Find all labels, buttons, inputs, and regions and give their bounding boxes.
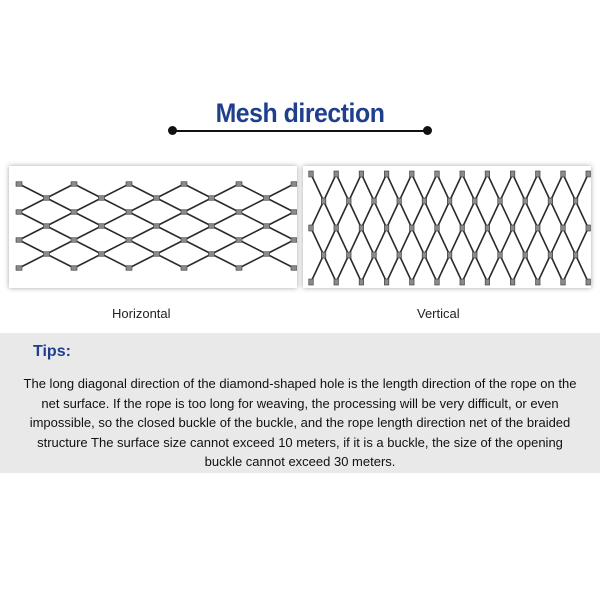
mesh-wire xyxy=(437,255,450,282)
vertical-caption: Vertical xyxy=(417,306,460,321)
vertical-mesh-illustration xyxy=(303,166,591,288)
mesh-ferrule xyxy=(460,171,465,177)
mesh-wire xyxy=(450,228,463,255)
mesh-ferrule xyxy=(16,182,22,187)
mesh-wire xyxy=(102,184,130,198)
mesh-ferrule xyxy=(347,198,352,204)
mesh-ferrule xyxy=(126,210,132,215)
mesh-ferrule xyxy=(485,171,490,177)
mesh-wire xyxy=(538,228,551,255)
mesh-ferrule xyxy=(573,198,578,204)
mesh-wire xyxy=(424,255,437,282)
mesh-ferrule xyxy=(410,225,415,231)
mesh-wire xyxy=(576,228,589,255)
mesh-wire xyxy=(538,255,551,282)
mesh-wire xyxy=(311,255,324,282)
mesh-wire xyxy=(462,228,475,255)
mesh-ferrule xyxy=(291,266,297,271)
mesh-wire xyxy=(437,174,450,201)
mesh-ferrule xyxy=(334,279,339,285)
mesh-ferrule xyxy=(485,279,490,285)
mesh-wire xyxy=(102,198,130,212)
mesh-ferrule xyxy=(460,225,465,231)
mesh-wire xyxy=(184,254,212,268)
mesh-wire xyxy=(267,212,295,226)
mesh-ferrule xyxy=(209,224,215,229)
mesh-ferrule xyxy=(16,210,22,215)
mesh-ferrule xyxy=(334,225,339,231)
mesh-wire xyxy=(212,240,240,254)
horizontal-mesh-image xyxy=(9,166,297,288)
mesh-wire xyxy=(102,240,130,254)
mesh-wire xyxy=(184,212,212,226)
mesh-ferrule xyxy=(71,266,77,271)
mesh-wire xyxy=(475,201,488,228)
mesh-ferrule xyxy=(154,196,160,201)
mesh-wire xyxy=(212,212,240,226)
mesh-wire xyxy=(267,198,295,212)
mesh-ferrule xyxy=(586,171,591,177)
mesh-wire xyxy=(550,201,563,228)
mesh-ferrule xyxy=(422,252,427,258)
mesh-wire xyxy=(157,198,185,212)
mesh-wire xyxy=(47,198,75,212)
mesh-wire xyxy=(399,174,412,201)
mesh-ferrule xyxy=(264,196,270,201)
mesh-wire xyxy=(424,174,437,201)
mesh-wire xyxy=(374,174,387,201)
mesh-wire xyxy=(412,201,425,228)
mesh-ferrule xyxy=(422,198,427,204)
mesh-wire xyxy=(361,228,374,255)
mesh-wire xyxy=(129,226,157,240)
mesh-ferrule xyxy=(291,182,297,187)
mesh-wire xyxy=(387,255,400,282)
mesh-wire xyxy=(336,228,349,255)
mesh-wire xyxy=(513,228,526,255)
mesh-wire xyxy=(74,226,102,240)
mesh-ferrule xyxy=(347,252,352,258)
mesh-ferrule xyxy=(410,279,415,285)
mesh-wire xyxy=(576,174,589,201)
mesh-ferrule xyxy=(44,196,50,201)
mesh-wire xyxy=(157,226,185,240)
mesh-wire xyxy=(102,212,130,226)
mesh-ferrule xyxy=(359,225,364,231)
mesh-wire xyxy=(19,198,47,212)
mesh-wire xyxy=(47,212,75,226)
mesh-wire xyxy=(349,228,362,255)
mesh-ferrule xyxy=(359,171,364,177)
mesh-ferrule xyxy=(99,196,105,201)
mesh-ferrule xyxy=(44,224,50,229)
mesh-ferrule xyxy=(321,198,326,204)
mesh-wire xyxy=(399,228,412,255)
mesh-ferrule xyxy=(536,225,541,231)
mesh-ferrule xyxy=(99,252,105,257)
mesh-wire xyxy=(157,184,185,198)
mesh-wire xyxy=(324,228,337,255)
mesh-wire xyxy=(576,201,589,228)
mesh-ferrule xyxy=(485,225,490,231)
mesh-wire xyxy=(47,254,75,268)
mesh-ferrule xyxy=(473,198,478,204)
mesh-wire xyxy=(475,174,488,201)
title-dot-right xyxy=(423,126,432,135)
mesh-ferrule xyxy=(264,252,270,257)
mesh-wire xyxy=(324,174,337,201)
mesh-ferrule xyxy=(460,279,465,285)
mesh-wire xyxy=(538,201,551,228)
mesh-ferrule xyxy=(498,252,503,258)
mesh-wire xyxy=(47,184,75,198)
mesh-wire xyxy=(361,255,374,282)
mesh-wire xyxy=(239,184,267,198)
mesh-ferrule xyxy=(435,171,440,177)
mesh-ferrule xyxy=(359,279,364,285)
vertical-mesh-image xyxy=(303,166,591,288)
mesh-wire xyxy=(513,201,526,228)
mesh-wire xyxy=(157,240,185,254)
mesh-wire xyxy=(129,240,157,254)
mesh-ferrule xyxy=(16,266,22,271)
mesh-ferrule xyxy=(126,266,132,271)
mesh-wire xyxy=(563,255,576,282)
mesh-wire xyxy=(412,174,425,201)
mesh-wire xyxy=(361,201,374,228)
mesh-wire xyxy=(487,174,500,201)
mesh-wire xyxy=(19,184,47,198)
mesh-wire xyxy=(437,228,450,255)
mesh-wire xyxy=(412,255,425,282)
mesh-wire xyxy=(500,255,513,282)
mesh-wire xyxy=(563,228,576,255)
mesh-ferrule xyxy=(181,210,187,215)
mesh-wire xyxy=(74,240,102,254)
horizontal-caption: Horizontal xyxy=(112,306,171,321)
mesh-wire xyxy=(267,184,295,198)
mesh-wire xyxy=(267,240,295,254)
mesh-ferrule xyxy=(209,196,215,201)
mesh-wire xyxy=(324,201,337,228)
mesh-ferrule xyxy=(309,279,314,285)
mesh-wire xyxy=(500,228,513,255)
mesh-wire xyxy=(267,226,295,240)
mesh-ferrule xyxy=(154,252,160,257)
mesh-ferrule xyxy=(71,182,77,187)
mesh-ferrule xyxy=(126,182,132,187)
mesh-wire xyxy=(19,254,47,268)
mesh-wire xyxy=(19,212,47,226)
mesh-wire xyxy=(387,201,400,228)
mesh-wire xyxy=(324,255,337,282)
mesh-wire xyxy=(336,174,349,201)
mesh-wire xyxy=(525,228,538,255)
mesh-wire xyxy=(311,228,324,255)
mesh-ferrule xyxy=(384,225,389,231)
mesh-wire xyxy=(239,226,267,240)
mesh-ferrule xyxy=(334,171,339,177)
mesh-wire xyxy=(374,228,387,255)
mesh-wire xyxy=(525,174,538,201)
mesh-ferrule xyxy=(510,279,514,285)
mesh-wire xyxy=(576,255,589,282)
mesh-wire xyxy=(513,174,526,201)
mesh-ferrule xyxy=(209,252,215,257)
mesh-ferrule xyxy=(548,198,553,204)
mesh-wire xyxy=(513,255,526,282)
mesh-ferrule xyxy=(71,210,77,215)
mesh-wire xyxy=(563,174,576,201)
mesh-ferrule xyxy=(236,210,242,215)
mesh-wire xyxy=(424,228,437,255)
mesh-ferrule xyxy=(309,225,314,231)
mesh-ferrule xyxy=(372,252,377,258)
mesh-ferrule xyxy=(44,252,50,257)
mesh-ferrule xyxy=(154,224,160,229)
mesh-ferrule xyxy=(236,238,242,243)
mesh-wire xyxy=(184,198,212,212)
mesh-ferrule xyxy=(126,238,132,243)
mesh-ferrule xyxy=(99,224,105,229)
mesh-ferrule xyxy=(71,238,77,243)
mesh-wire xyxy=(157,254,185,268)
mesh-wire xyxy=(538,174,551,201)
mesh-ferrule xyxy=(586,279,591,285)
mesh-wire xyxy=(361,174,374,201)
mesh-wire xyxy=(349,201,362,228)
mesh-wire xyxy=(267,254,295,268)
mesh-wire xyxy=(212,198,240,212)
mesh-wire xyxy=(184,184,212,198)
mesh-wire xyxy=(525,255,538,282)
mesh-ferrule xyxy=(473,252,478,258)
mesh-wire xyxy=(462,201,475,228)
mesh-wire xyxy=(129,198,157,212)
mesh-ferrule xyxy=(561,225,566,231)
mesh-wire xyxy=(487,201,500,228)
mesh-wire xyxy=(462,174,475,201)
mesh-wire xyxy=(525,201,538,228)
mesh-wire xyxy=(311,201,324,228)
mesh-wire xyxy=(311,174,324,201)
mesh-ferrule xyxy=(561,279,566,285)
mesh-wire xyxy=(157,212,185,226)
mesh-wire xyxy=(487,255,500,282)
mesh-ferrule xyxy=(447,198,452,204)
mesh-wire xyxy=(212,226,240,240)
mesh-ferrule xyxy=(561,171,566,177)
mesh-wire xyxy=(462,255,475,282)
mesh-wire xyxy=(129,184,157,198)
mesh-ferrule xyxy=(523,252,528,258)
mesh-wire xyxy=(74,198,102,212)
title-underline xyxy=(172,130,428,132)
mesh-wire xyxy=(336,201,349,228)
mesh-wire xyxy=(475,228,488,255)
mesh-ferrule xyxy=(397,198,402,204)
mesh-ferrule xyxy=(372,198,377,204)
mesh-ferrule xyxy=(536,171,541,177)
mesh-wire xyxy=(399,201,412,228)
mesh-wire xyxy=(74,212,102,226)
mesh-wire xyxy=(349,174,362,201)
mesh-ferrule xyxy=(181,266,187,271)
mesh-wire xyxy=(212,254,240,268)
mesh-wire xyxy=(239,198,267,212)
mesh-ferrule xyxy=(523,198,528,204)
mesh-wire xyxy=(239,254,267,268)
mesh-wire xyxy=(74,184,102,198)
mesh-wire xyxy=(399,255,412,282)
mesh-wire xyxy=(212,184,240,198)
mesh-wire xyxy=(184,226,212,240)
mesh-wire xyxy=(129,254,157,268)
mesh-wire xyxy=(387,228,400,255)
mesh-wire xyxy=(374,201,387,228)
mesh-ferrule xyxy=(291,210,297,215)
mesh-wire xyxy=(102,254,130,268)
mesh-ferrule xyxy=(498,198,503,204)
mesh-ferrule xyxy=(291,238,297,243)
mesh-wire xyxy=(387,174,400,201)
horizontal-mesh-illustration xyxy=(9,166,297,288)
mesh-wire xyxy=(412,228,425,255)
mesh-wire xyxy=(374,255,387,282)
mesh-ferrule xyxy=(384,279,389,285)
mesh-ferrule xyxy=(16,238,22,243)
mesh-ferrule xyxy=(435,279,440,285)
mesh-ferrule xyxy=(321,252,326,258)
mesh-wire xyxy=(129,212,157,226)
mesh-wire xyxy=(102,226,130,240)
mesh-ferrule xyxy=(435,225,440,231)
mesh-wire xyxy=(475,255,488,282)
mesh-wire xyxy=(47,240,75,254)
mesh-wire xyxy=(184,240,212,254)
mesh-wire xyxy=(47,226,75,240)
mesh-wire xyxy=(487,228,500,255)
page-title: Mesh direction xyxy=(215,98,385,128)
mesh-ferrule xyxy=(447,252,452,258)
tips-body: The long diagonal direction of the diamond-shaped hole is the length direction of the rope on the net surface. If the rope is too long for weaving, the processing will be very difficult, or even impossible, so the closed buckle of the buckle, and the rope length direction net of the braided structure The surface size cannot exceed 10 meters, if it is a buckle, the size of the opening buckle cannot exceed 30 meters. xyxy=(23,376,577,469)
mesh-wire xyxy=(19,240,47,254)
mesh-ferrule xyxy=(573,252,578,258)
mesh-ferrule xyxy=(536,279,541,285)
mesh-wire xyxy=(239,212,267,226)
mesh-ferrule xyxy=(548,252,553,258)
mesh-wire xyxy=(450,201,463,228)
mesh-ferrule xyxy=(236,182,242,187)
mesh-wire xyxy=(19,226,47,240)
mesh-wire xyxy=(450,255,463,282)
mesh-wire xyxy=(550,255,563,282)
mesh-wire xyxy=(550,228,563,255)
mesh-ferrule xyxy=(397,252,402,258)
mesh-wire xyxy=(349,255,362,282)
mesh-wire xyxy=(74,254,102,268)
mesh-ferrule xyxy=(510,225,514,231)
tips-heading: Tips: xyxy=(33,343,71,360)
mesh-wire xyxy=(336,255,349,282)
mesh-ferrule xyxy=(236,266,242,271)
mesh-wire xyxy=(563,201,576,228)
mesh-ferrule xyxy=(181,238,187,243)
mesh-wire xyxy=(550,174,563,201)
mesh-ferrule xyxy=(510,171,514,177)
mesh-ferrule xyxy=(410,171,415,177)
mesh-ferrule xyxy=(309,171,314,177)
mesh-wire xyxy=(239,240,267,254)
mesh-ferrule xyxy=(181,182,187,187)
mesh-wire xyxy=(500,201,513,228)
mesh-wire xyxy=(450,174,463,201)
mesh-wire xyxy=(500,174,513,201)
mesh-ferrule xyxy=(264,224,270,229)
mesh-wire xyxy=(437,201,450,228)
mesh-wire xyxy=(424,201,437,228)
mesh-ferrule xyxy=(384,171,389,177)
mesh-ferrule xyxy=(586,225,591,231)
